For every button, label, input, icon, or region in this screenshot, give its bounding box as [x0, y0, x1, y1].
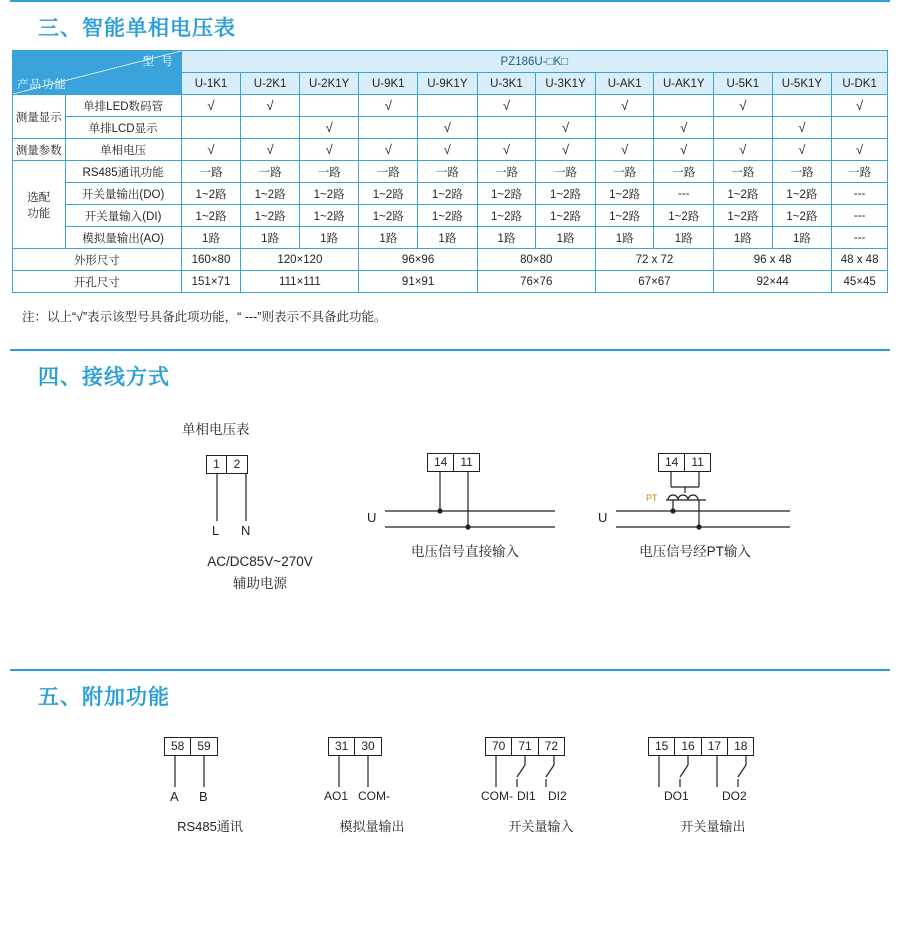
cell: √ — [772, 117, 832, 139]
pin-label-DO2: DO2 — [722, 789, 747, 803]
meter-title: 单相电压表 — [182, 422, 250, 437]
cell: 1~2路 — [595, 183, 654, 205]
cell: 1~2路 — [418, 183, 478, 205]
cell: 1~2路 — [772, 205, 832, 227]
cell: 1~2路 — [595, 205, 654, 227]
model-col-4: U-9K1Y — [418, 73, 478, 95]
cell: 一路 — [772, 161, 832, 183]
table-corner-cell — [13, 51, 182, 95]
cell: 1路 — [418, 227, 478, 249]
terminal-1: 1 — [207, 456, 227, 473]
row-name-voltage: 单相电压 — [65, 139, 181, 161]
row-name-led: 单排LED数码管 — [65, 95, 181, 117]
wiring-diagrams — [0, 399, 900, 669]
cell — [654, 95, 714, 117]
terminal-71: 71 — [512, 738, 538, 755]
terminal-59: 59 — [197, 739, 211, 753]
aux-power-lines — [150, 455, 370, 565]
cell: √ — [359, 139, 418, 161]
aux-power-caption-2: 辅助电源 — [233, 576, 287, 591]
cell: √ — [477, 139, 536, 161]
model-col-9: U-5K1 — [714, 73, 773, 95]
pin-label-COM: COM- — [358, 789, 390, 803]
pin-label-DO1: DO1 — [664, 789, 689, 803]
cell: 一路 — [418, 161, 478, 183]
cell: 96 x 48 — [714, 249, 832, 271]
pin-label-DI2: DI2 — [548, 789, 567, 803]
direct-input-caption: 电压信号直接输入 — [411, 544, 519, 559]
cell: √ — [418, 117, 478, 139]
group-label-display: 测量显示 — [13, 95, 66, 139]
cell: 一路 — [241, 161, 300, 183]
cell: √ — [299, 117, 359, 139]
pt-input-lines — [580, 453, 810, 563]
cell: 45×45 — [832, 271, 888, 293]
cell: 1路 — [477, 227, 536, 249]
cell — [714, 117, 773, 139]
cell: √ — [299, 139, 359, 161]
cell: 1路 — [241, 227, 300, 249]
cell — [359, 117, 418, 139]
table-row-header-top — [13, 51, 888, 73]
pt-label: PT — [646, 493, 658, 503]
terminal-31: 31 — [329, 738, 355, 755]
table-row-cutout-size — [13, 271, 888, 293]
terminal-72: 72 — [544, 739, 559, 753]
table-row — [13, 205, 888, 227]
model-col-6: U-3K1Y — [536, 73, 596, 95]
cell: 1路 — [181, 227, 241, 249]
spec-table — [12, 50, 888, 293]
cell: 72 x 72 — [595, 249, 713, 271]
cell: 1~2路 — [714, 183, 773, 205]
do-lines — [620, 737, 820, 815]
cell: 一路 — [654, 161, 714, 183]
cell: √ — [714, 95, 773, 117]
spec-table-note: 注：以上“√”表示该型号具备此项功能，“ ---”则表示不具备此功能。 — [22, 310, 387, 324]
ao-caption: 模拟量输出 — [339, 819, 405, 834]
pin-label-DI1: DI1 — [517, 789, 536, 803]
cell: 92×44 — [714, 271, 832, 293]
cell: 96×96 — [359, 249, 477, 271]
cell: √ — [241, 95, 300, 117]
row-name-cutout-size: 开孔尺寸 — [13, 271, 182, 293]
terminal-11: 11 — [691, 455, 704, 469]
di-caption: 开关量输入 — [508, 819, 574, 834]
table-row — [13, 117, 888, 139]
cell: 76×76 — [477, 271, 595, 293]
cell: 1~2路 — [714, 205, 773, 227]
cell: √ — [832, 95, 888, 117]
cell: 160×80 — [181, 249, 241, 271]
section-title-five: 五、附加功能 — [38, 686, 170, 709]
cell: 1~2路 — [477, 183, 536, 205]
row-name-di: 开关量输入(DI) — [65, 205, 181, 227]
cell: 111×111 — [241, 271, 359, 293]
rs485-lines — [140, 737, 280, 815]
model-col-11: U-DK1 — [832, 73, 888, 95]
pin-label-A: A — [170, 789, 179, 804]
model-col-5: U-3K1 — [477, 73, 536, 95]
cell: 1~2路 — [359, 205, 418, 227]
model-col-10: U-5K1Y — [772, 73, 832, 95]
model-family-cell: PZ186U-□K□ — [181, 51, 887, 73]
cell: 1~2路 — [181, 183, 241, 205]
terminal-14: 14 — [659, 454, 685, 471]
cell: √ — [595, 139, 654, 161]
cell: 一路 — [595, 161, 654, 183]
cell: √ — [832, 139, 888, 161]
cell: 1~2路 — [418, 205, 478, 227]
terminal-2: 2 — [233, 457, 241, 471]
corner-function-label: 产品功能 — [17, 79, 67, 91]
cell: √ — [654, 139, 714, 161]
cell: 1~2路 — [654, 205, 714, 227]
model-col-2: U-2K1Y — [299, 73, 359, 95]
ao-lines — [300, 737, 460, 815]
cell: √ — [595, 95, 654, 117]
table-row-outline-size — [13, 249, 888, 271]
cell: --- — [832, 227, 888, 249]
cell: √ — [654, 117, 714, 139]
row-name-outline-size: 外形尺寸 — [13, 249, 182, 271]
cell — [477, 117, 536, 139]
cell: 1路 — [359, 227, 418, 249]
cell: 一路 — [181, 161, 241, 183]
pin-label-AO1: AO1 — [324, 789, 349, 803]
cell: 1路 — [654, 227, 714, 249]
table-row — [13, 95, 888, 117]
table-row — [13, 161, 888, 183]
cell: √ — [536, 139, 596, 161]
row-name-do: 开关量输出(DO) — [65, 183, 181, 205]
group-label-optional: 选配 功能 — [13, 161, 66, 249]
cell: 67×67 — [595, 271, 713, 293]
corner-model-label: 型 号 — [142, 56, 175, 68]
pin-label-COM: COM- — [481, 789, 513, 803]
cell: 48 x 48 — [832, 249, 888, 271]
group-label-params: 测量参数 — [13, 139, 66, 161]
cell — [299, 95, 359, 117]
cell — [772, 95, 832, 117]
cell: 1~2路 — [299, 183, 359, 205]
row-name-ao: 模拟量输出(AO) — [65, 227, 181, 249]
pt-input-caption: 电压信号经PT输入 — [639, 544, 751, 559]
cell: 120×120 — [241, 249, 359, 271]
table-row — [13, 139, 888, 161]
cell: 一路 — [359, 161, 418, 183]
wiring-diagram-pt — [580, 453, 810, 563]
cell: --- — [654, 183, 714, 205]
do-caption: 开关量输出 — [680, 819, 746, 834]
terminal-15: 15 — [649, 738, 675, 755]
cell: 1路 — [595, 227, 654, 249]
cell: 一路 — [714, 161, 773, 183]
pin-label-B: B — [199, 789, 208, 804]
aux-power-caption-1: AC/DC85V~270V — [207, 554, 313, 569]
row-name-rs485: RS485通讯功能 — [65, 161, 181, 183]
terminal-14: 14 — [428, 454, 454, 471]
cell: 一路 — [536, 161, 596, 183]
cell: 一路 — [299, 161, 359, 183]
wiring-diagram-direct — [355, 453, 575, 563]
addl-ao — [300, 737, 460, 837]
cell: 1路 — [536, 227, 596, 249]
cell — [418, 95, 478, 117]
addl-do — [620, 737, 820, 837]
model-col-1: U-2K1 — [241, 73, 300, 95]
terminal-16: 16 — [675, 738, 701, 755]
terminal-30: 30 — [361, 739, 375, 753]
cell: 1~2路 — [477, 205, 536, 227]
spec-table-wrap — [0, 50, 900, 293]
cell: 1~2路 — [536, 183, 596, 205]
cell: --- — [832, 205, 888, 227]
section-title-three: 三、智能单相电压表 — [38, 17, 236, 40]
table-row — [13, 227, 888, 249]
cell: 151×71 — [181, 271, 241, 293]
pin-label-N: N — [241, 523, 251, 538]
cell: √ — [418, 139, 478, 161]
cell: 1~2路 — [181, 205, 241, 227]
row-name-lcd: 单排LCD显示 — [65, 117, 181, 139]
cell: 80×80 — [477, 249, 595, 271]
model-col-3: U-9K1 — [359, 73, 418, 95]
cell: 1路 — [714, 227, 773, 249]
terminal-11: 11 — [460, 455, 473, 469]
cell: 1~2路 — [536, 205, 596, 227]
cell: 1路 — [299, 227, 359, 249]
cell: 一路 — [832, 161, 888, 183]
cell: √ — [181, 95, 241, 117]
di-lines — [455, 737, 635, 815]
cell — [181, 117, 241, 139]
cell: √ — [477, 95, 536, 117]
terminal-70: 70 — [486, 738, 512, 755]
cell: 一路 — [477, 161, 536, 183]
cell: √ — [359, 95, 418, 117]
model-col-7: U-AK1 — [595, 73, 654, 95]
terminal-58: 58 — [165, 738, 191, 755]
additional-functions — [0, 719, 900, 859]
cell: √ — [241, 139, 300, 161]
terminal-18: 18 — [734, 739, 748, 753]
cell: √ — [536, 117, 596, 139]
cell: √ — [714, 139, 773, 161]
line-label-U-direct: U — [367, 510, 377, 525]
cell: 91×91 — [359, 271, 477, 293]
cell — [832, 117, 888, 139]
cell: √ — [772, 139, 832, 161]
cell — [536, 95, 596, 117]
table-row — [13, 183, 888, 205]
pin-label-L: L — [212, 523, 220, 538]
terminal-17: 17 — [702, 738, 728, 755]
cell: 1路 — [772, 227, 832, 249]
line-label-U-pt: U — [598, 510, 608, 525]
direct-input-lines — [355, 453, 575, 563]
model-col-0: U-1K1 — [181, 73, 241, 95]
cell: 1~2路 — [772, 183, 832, 205]
cell: 1~2路 — [299, 205, 359, 227]
cell — [241, 117, 300, 139]
addl-rs485 — [140, 737, 280, 837]
model-col-8: U-AK1Y — [654, 73, 714, 95]
cell: 1~2路 — [241, 205, 300, 227]
section-title-four: 四、接线方式 — [38, 366, 170, 389]
cell: 1~2路 — [359, 183, 418, 205]
rs485-caption: RS485通讯 — [177, 819, 243, 834]
cell: √ — [181, 139, 241, 161]
wiring-diagram-aux-power — [150, 419, 370, 595]
cell: 1~2路 — [241, 183, 300, 205]
cell: --- — [832, 183, 888, 205]
cell — [595, 117, 654, 139]
